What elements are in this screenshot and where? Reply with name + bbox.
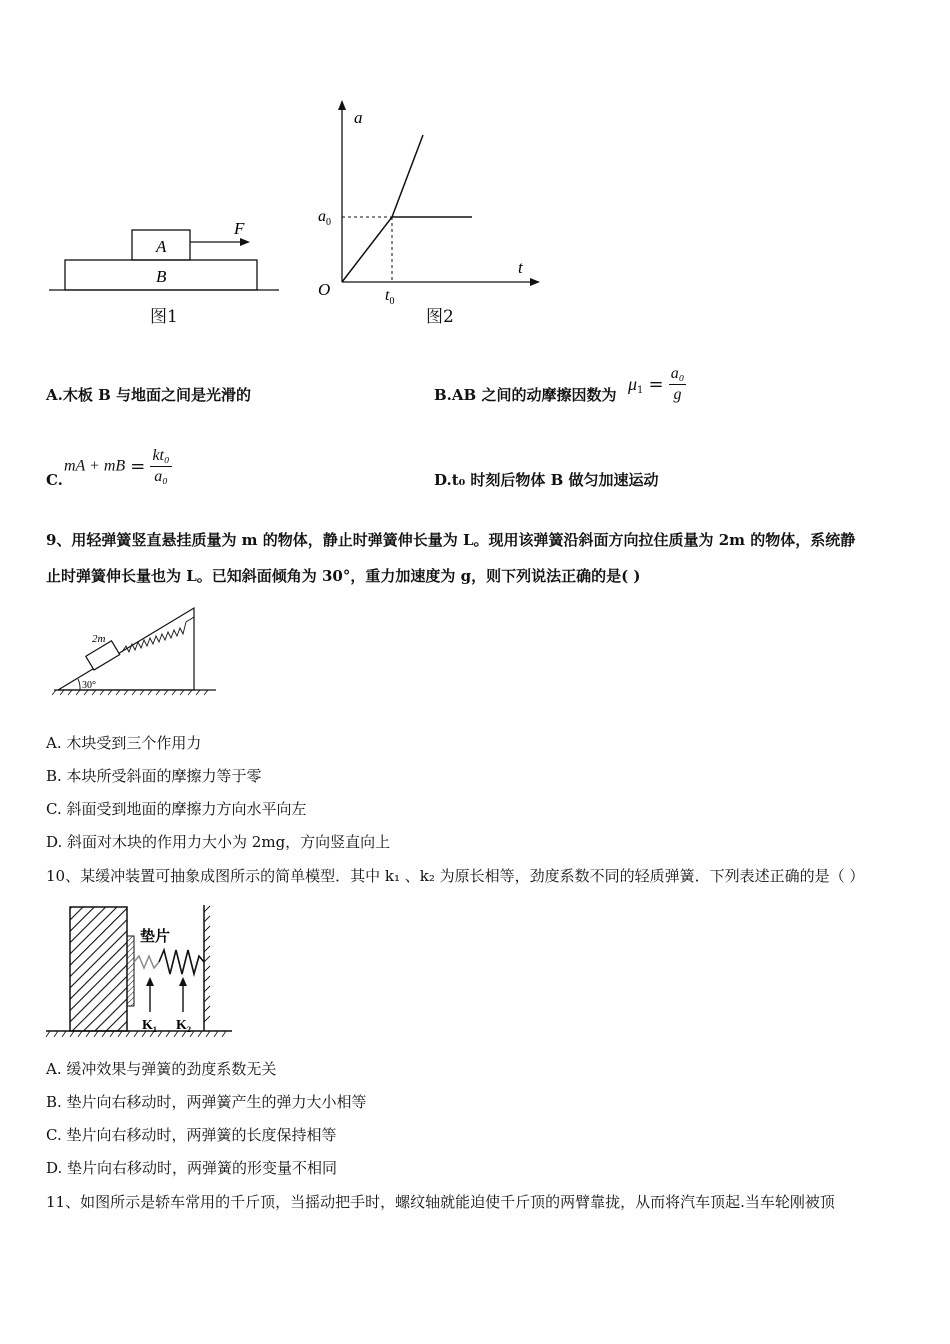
figure-2-graph (310, 95, 550, 315)
label-b: B (156, 267, 167, 286)
incline-triangle (58, 608, 194, 690)
q10-option-c: C. 垫片向右移动时，两弹簧的长度保持相等 (46, 1126, 337, 1144)
axis-label-t: t (518, 258, 523, 277)
q8-option-d: D.t₀ 时刻后物体 B 做匀加速运动 (434, 471, 659, 489)
figure-1-caption: 图1 (150, 307, 178, 327)
curve-segment-1 (342, 217, 392, 282)
q8-option-c-label: C. (46, 471, 63, 489)
axis-label-a: a (354, 108, 363, 127)
q10-option-a: A. 缓冲效果与弹簧的劲度系数无关 (46, 1060, 277, 1078)
q9-option-a: A. 木块受到三个作用力 (46, 734, 202, 752)
label-f: F (234, 219, 245, 238)
pad-label: 垫片 (140, 929, 171, 945)
origin-label: O (318, 280, 331, 299)
angle-label: 30° (82, 680, 96, 691)
buffer-pad (127, 936, 134, 1006)
q10-option-b: B. 垫片向右移动时，两弹簧产生的弹力大小相等 (46, 1093, 367, 1111)
q9-stem-line1: 9、用轻弹簧竖直悬挂质量为 m 的物体，静止时弹簧伸长量为 L。现用该弹簧沿斜面方向拉住质量为 2m 的物体，系统静 (46, 531, 856, 549)
incline-spring (122, 617, 194, 652)
q9-stem-line2: 止时弹簧伸长量也为 L。已知斜面倾角为 30°，重力加速度为 g，则下列说法正确的是( ) (46, 567, 641, 585)
incline-figure (46, 600, 221, 700)
q9-option-d: D. 斜面对木块的作用力大小为 2mg，方向竖直向上 (46, 833, 391, 851)
label-a: A (156, 237, 167, 256)
k2-label: K₂ (176, 1018, 192, 1033)
q11-stem-line1: 11、如图所示是轿车常用的千斤顶，当摇动把手时，螺纹轴就能迫使千斤顶的两臂靠拢，从而将汽车顶起.当车轮刚被顶 (46, 1193, 835, 1211)
mass-label: 2m (92, 633, 106, 645)
buffer-block (70, 907, 127, 1031)
t0-label: $t_0$ (385, 287, 395, 307)
k1-label: K₁ (142, 1018, 158, 1033)
q10-stem-line1: 10、某缓冲装置可抽象成图所示的简单模型．其中 k₁ 、k₂ 为原长相等，劲度系数不同的轻质弹簧．下列表述正确的是（ ） (46, 867, 865, 885)
a0-label: $a_0$ (318, 208, 331, 228)
spring-k1 (134, 956, 159, 968)
q10-option-d: D. 垫片向右移动时，两弹簧的形变量不相同 (46, 1159, 338, 1177)
incline-block (86, 641, 120, 670)
spring-k2 (159, 950, 204, 974)
q9-option-c: C. 斜面受到地面的摩擦力方向水平向左 (46, 800, 307, 818)
q8-option-b-text: B.AB 之间的动摩擦因数为 (434, 386, 617, 404)
q8-option-b-formula: $\mu_1$ = $\frac{\text{a₀}}{g}$ (628, 365, 685, 403)
q8-option-c-formula: mA + mB = $\frac{\text{kt₀}}{\text{a₀}}$ (64, 447, 170, 485)
figure-2-caption: 图2 (426, 307, 454, 327)
q8-option-a: A.木板 B 与地面之间是光滑的 (46, 386, 251, 404)
buffer-figure (44, 900, 234, 1040)
q9-option-b: B. 本块所受斜面的摩擦力等于零 (46, 767, 262, 785)
curve-segment-2 (392, 135, 423, 217)
